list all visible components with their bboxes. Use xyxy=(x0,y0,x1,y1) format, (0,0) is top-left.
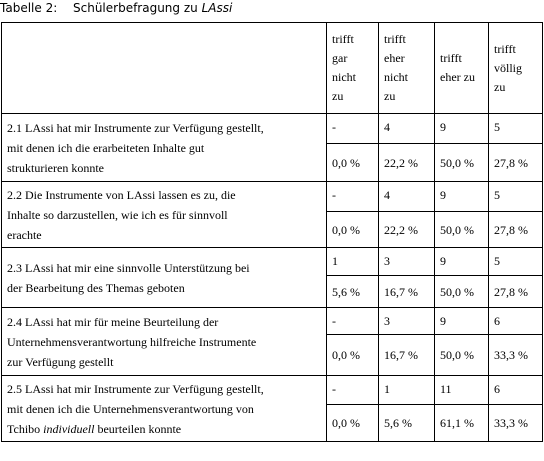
table-row xyxy=(2,114,543,144)
statement-2-5: 2.5 LAssi hat mir Instrumente zur Verfügung gestellt, mit denen ich die Unternehmensverantwortung von Tchibo individuell beurteilen konnte xyxy=(2,376,327,442)
count-cell: 5 xyxy=(489,248,543,276)
percent-cell: 50,0 % xyxy=(435,144,489,182)
count-cell: 4 xyxy=(379,114,435,144)
count-cell: 9 xyxy=(435,248,489,276)
statement-2-3: 2.3 LAssi hat mir eine sinnvolle Unterstützung bei der Bearbeitung des Themas geboten xyxy=(2,248,327,308)
count-cell: 3 xyxy=(379,248,435,276)
header-row xyxy=(2,23,543,114)
caption-number: Tabelle 2: xyxy=(0,1,58,15)
caption-text: Schülerbefragung zu xyxy=(73,1,202,15)
count-cell: - xyxy=(327,308,379,335)
percent-cell: 0,0 % xyxy=(327,212,379,248)
percent-cell: 50,0 % xyxy=(435,212,489,248)
count-cell: - xyxy=(327,182,379,212)
count-cell: 9 xyxy=(435,182,489,212)
statement-2-4: 2.4 LAssi hat mir für meine Beurteilung der Unternehmensverantwortung hilfreiche Instrumente zur Verfügung gestellt xyxy=(2,308,327,376)
percent-cell: 61,1 % xyxy=(435,405,489,442)
percent-cell: 16,7 % xyxy=(379,276,435,308)
header-col-2: trifft eher nicht zu xyxy=(379,23,435,114)
percent-cell: 0,0 % xyxy=(327,335,379,376)
count-cell: 5 xyxy=(489,114,543,144)
header-col-1: trifft gar nicht zu xyxy=(327,23,379,114)
table-row xyxy=(2,248,543,276)
table-caption xyxy=(0,0,232,20)
percent-cell: 27,8 % xyxy=(489,144,543,182)
statement-2-2: 2.2 Die Instrumente von LAssi lassen es zu, die Inhalte so darzustellen, wie ich es für sinnvoll erachte xyxy=(2,182,327,248)
count-cell: 6 xyxy=(489,376,543,405)
survey-table xyxy=(1,22,543,442)
percent-cell: 22,2 % xyxy=(379,212,435,248)
count-cell: 1 xyxy=(379,376,435,405)
count-cell: 9 xyxy=(435,114,489,144)
count-cell: 5 xyxy=(489,182,543,212)
percent-cell: 27,8 % xyxy=(489,276,543,308)
percent-cell: 0,0 % xyxy=(327,405,379,442)
percent-cell: 33,3 % xyxy=(489,405,543,442)
percent-cell: 33,3 % xyxy=(489,335,543,376)
percent-cell: 5,6 % xyxy=(327,276,379,308)
header-col-3: trifft eher zu xyxy=(435,23,489,114)
percent-cell: 27,8 % xyxy=(489,212,543,248)
percent-cell: 16,7 % xyxy=(379,335,435,376)
percent-cell: 50,0 % xyxy=(435,276,489,308)
count-cell: 3 xyxy=(379,308,435,335)
header-col-4: trifft völlig zu xyxy=(489,23,543,114)
count-cell: - xyxy=(327,114,379,144)
statement-2-1: 2.1 LAssi hat mir Instrumente zur Verfügung gestellt, mit denen ich die erarbeiteten Inhalte gut strukturieren konnte xyxy=(2,114,327,182)
caption-italic: LAssi xyxy=(201,1,233,15)
table-row xyxy=(2,376,543,405)
percent-cell: 5,6 % xyxy=(379,405,435,442)
count-cell: 6 xyxy=(489,308,543,335)
count-cell: - xyxy=(327,376,379,405)
table-row xyxy=(2,182,543,212)
header-corner xyxy=(2,23,327,114)
count-cell: 9 xyxy=(435,308,489,335)
percent-cell: 22,2 % xyxy=(379,144,435,182)
percent-cell: 50,0 % xyxy=(435,335,489,376)
count-cell: 11 xyxy=(435,376,489,405)
table-row xyxy=(2,308,543,335)
percent-cell: 0,0 % xyxy=(327,144,379,182)
count-cell: 1 xyxy=(327,248,379,276)
count-cell: 4 xyxy=(379,182,435,212)
